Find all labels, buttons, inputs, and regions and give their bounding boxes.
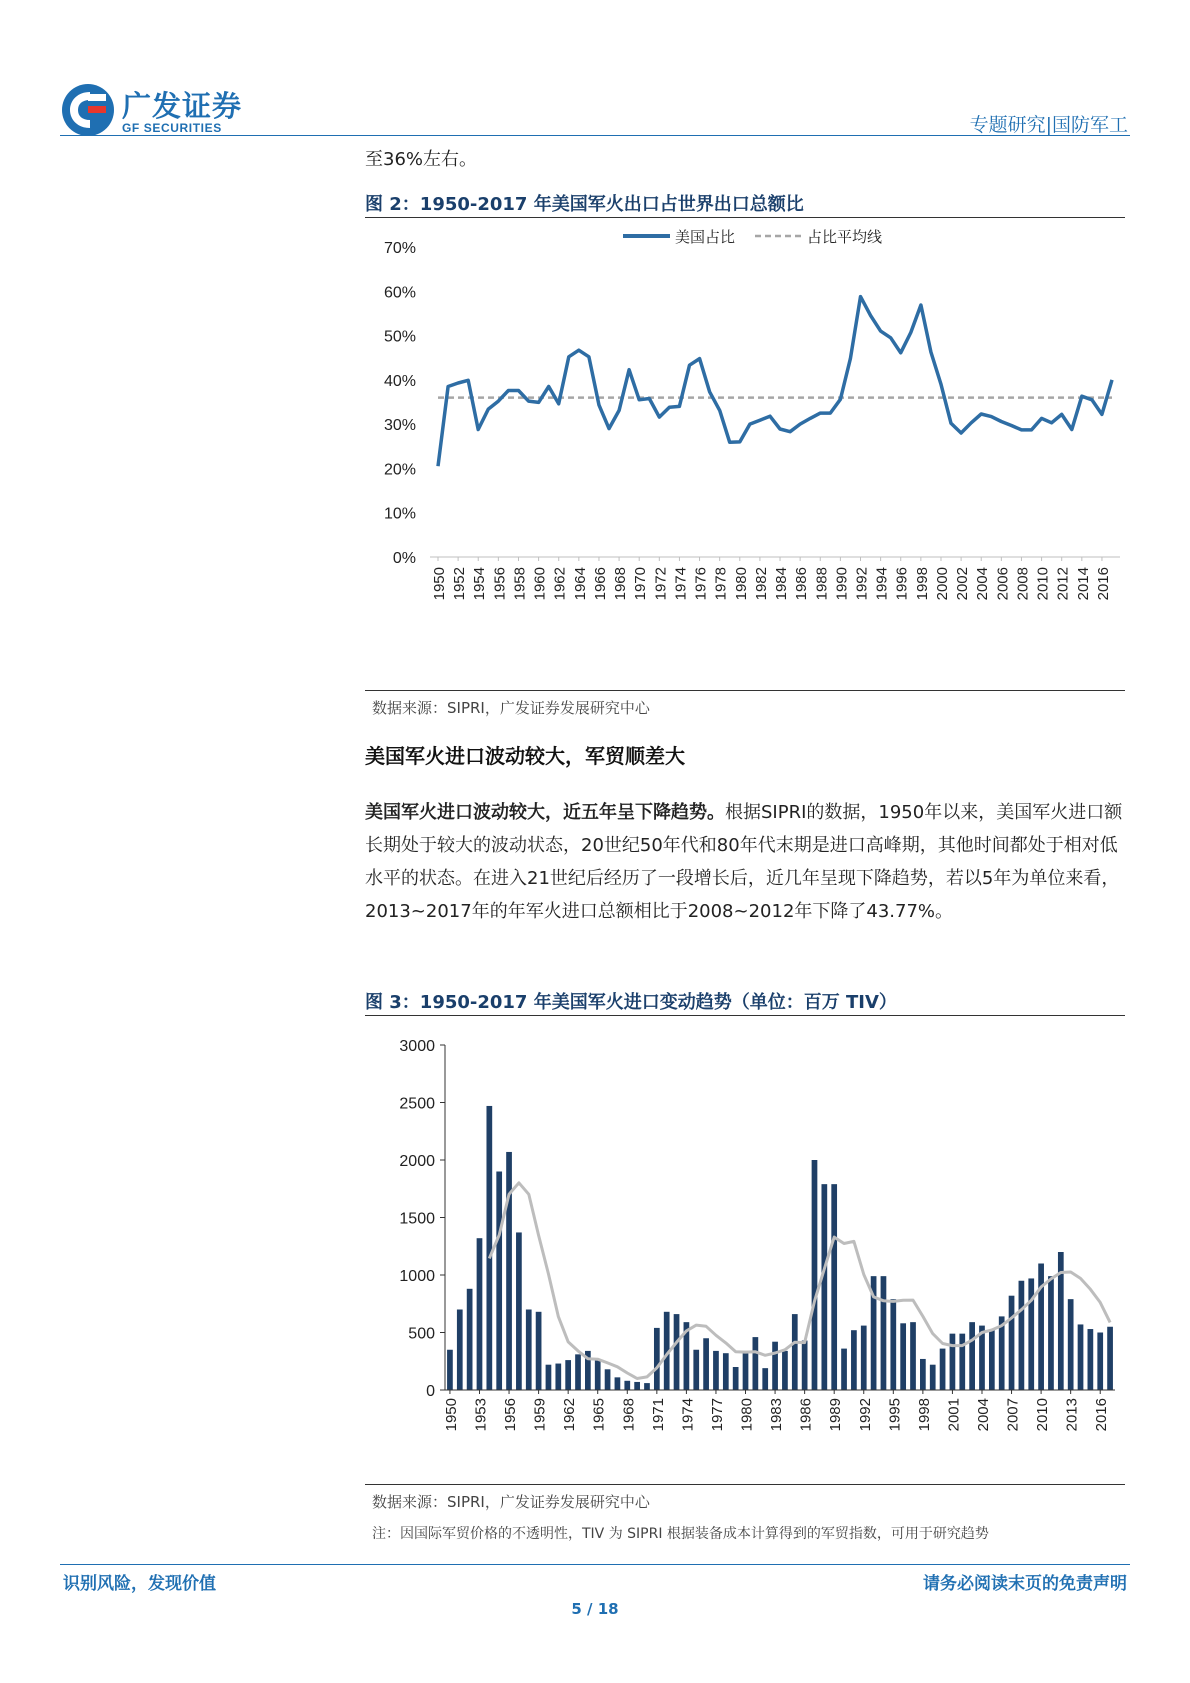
import-bar [920, 1359, 926, 1390]
moving-average-line [489, 1183, 1110, 1379]
x-tick-label: 1956 [502, 1398, 520, 1432]
x-tick-label: 1995 [886, 1398, 904, 1432]
import-bar [536, 1312, 542, 1390]
x-tick-label: 1962 [561, 1398, 579, 1432]
x-tick-label: 2016 [1094, 567, 1112, 601]
x-tick-label: 2013 [1063, 1398, 1081, 1432]
y-tick-label: 60% [383, 284, 416, 302]
import-bar [496, 1172, 502, 1391]
x-tick-label: 1980 [738, 1398, 756, 1432]
paragraph-lead: 美国军火进口波动较大，近五年呈下降趋势。 [365, 802, 725, 823]
figure3-note: 注：因国际军贸价格的不透明性，TIV 为 SIPRI 根据装备成本计算得到的军贸指数，可用于研究趋势 [372, 1526, 989, 1542]
import-bar [1048, 1276, 1054, 1390]
x-tick-label: 1952 [451, 567, 469, 601]
import-bar [959, 1334, 965, 1390]
y-tick-label: 0 [426, 1383, 435, 1400]
x-tick-label: 1968 [620, 1398, 638, 1432]
y-tick-label: 2500 [399, 1095, 435, 1113]
y-tick-label: 70% [383, 240, 416, 257]
import-bar [516, 1232, 522, 1390]
import-bar [930, 1365, 936, 1390]
x-tick-label: 1988 [813, 567, 831, 601]
figure2-title: 图 2：1950-2017 年美国军火出口占世界出口总额比 [365, 194, 804, 215]
import-bar [457, 1310, 463, 1391]
x-tick-label: 1980 [732, 567, 750, 601]
import-bar [940, 1349, 946, 1390]
x-tick-label: 1990 [833, 567, 851, 601]
import-bar [624, 1381, 630, 1390]
x-tick-label: 1978 [712, 567, 730, 601]
x-tick-label: 1959 [531, 1398, 549, 1432]
x-tick-label: 2008 [1014, 567, 1032, 601]
import-bar [703, 1338, 709, 1390]
import-bar [1097, 1333, 1103, 1391]
figure3-top-rule [365, 1015, 1125, 1016]
import-bar [674, 1314, 680, 1390]
import-bar [890, 1299, 896, 1390]
header-divider [60, 135, 1130, 136]
import-bar [546, 1365, 552, 1390]
import-bar [881, 1276, 887, 1390]
figure2-source: 数据来源：SIPRI，广发证券发展研究中心 [372, 699, 650, 717]
x-tick-label: 1953 [472, 1398, 490, 1432]
import-bar [950, 1334, 956, 1390]
import-bar [733, 1367, 739, 1390]
x-tick-label: 1998 [913, 567, 931, 601]
x-tick-label: 2006 [994, 567, 1012, 601]
y-tick-label: 1000 [399, 1268, 435, 1285]
x-tick-label: 2014 [1074, 567, 1092, 601]
import-bar [1038, 1264, 1044, 1391]
x-tick-label: 1996 [893, 567, 911, 601]
y-tick-label: 1500 [399, 1210, 435, 1228]
import-bar [506, 1152, 512, 1390]
import-bar [753, 1337, 759, 1390]
x-tick-label: 1998 [915, 1398, 933, 1432]
page-number: 5 / 18 [571, 1600, 619, 1618]
report-section-label: 专题研究|国防军工 [969, 114, 1128, 136]
import-bar [1088, 1329, 1094, 1390]
import-bar [605, 1369, 611, 1390]
logo-english-name: GF SECURITIES [122, 121, 222, 135]
import-bar [762, 1368, 768, 1390]
x-tick-label: 2002 [954, 567, 972, 601]
import-bar [1068, 1299, 1074, 1390]
y-tick-label: 20% [383, 461, 416, 479]
footer-divider [60, 1564, 1130, 1565]
logo-chinese-name: 广发证券 [122, 89, 243, 123]
x-tick-label: 1984 [773, 567, 791, 601]
import-bar [644, 1383, 650, 1390]
x-tick-label: 1965 [590, 1398, 608, 1432]
import-bar [555, 1364, 561, 1390]
x-tick-label: 1992 [856, 1398, 874, 1432]
import-bar [615, 1377, 621, 1390]
import-bar [910, 1322, 916, 1390]
footer-disclaimer-link[interactable]: 请务必阅读末页的免责声明 [923, 1574, 1127, 1594]
import-bar [743, 1351, 749, 1390]
import-bar [565, 1360, 571, 1390]
import-bar [477, 1238, 483, 1390]
import-bar [861, 1326, 867, 1390]
x-tick-label: 2001 [945, 1398, 963, 1432]
import-bar [467, 1289, 473, 1390]
import-bar [772, 1342, 778, 1390]
figure2-bottom-rule [365, 690, 1125, 691]
x-tick-label: 1960 [531, 567, 549, 601]
x-tick-label: 1982 [752, 567, 770, 601]
x-tick-label: 1958 [511, 567, 529, 601]
y-tick-label: 10% [383, 505, 416, 523]
x-tick-label: 2010 [1034, 1398, 1052, 1432]
figure2-line-chart [365, 222, 1125, 682]
x-tick-label: 2016 [1093, 1398, 1111, 1432]
x-tick-label: 1950 [431, 567, 448, 601]
x-tick-label: 2012 [1054, 567, 1072, 601]
figure3-source: 数据来源：SIPRI，广发证券发展研究中心 [372, 1493, 650, 1511]
legend-average-label: 占比平均线 [807, 229, 883, 246]
x-tick-label: 2000 [933, 567, 951, 601]
import-bar [841, 1349, 847, 1390]
x-tick-label: 2010 [1034, 567, 1052, 601]
section-heading: 美国军火进口波动较大，军贸顺差大 [365, 744, 685, 768]
x-tick-label: 1968 [612, 567, 630, 601]
import-bar [634, 1382, 640, 1390]
x-tick-label: 2004 [974, 1398, 992, 1432]
import-bar [575, 1354, 581, 1390]
intro-line: 至36%左右。 [365, 149, 478, 170]
import-bar [782, 1351, 788, 1390]
footer-slogan: 识别风险，发现价值 [63, 1574, 216, 1594]
x-tick-label: 2004 [974, 567, 992, 601]
import-bar [851, 1330, 857, 1390]
import-bar [1107, 1327, 1113, 1390]
import-bar [792, 1314, 798, 1390]
import-bar [486, 1106, 492, 1390]
import-bar [831, 1184, 837, 1390]
figure2-top-rule [365, 217, 1125, 218]
x-tick-label: 1992 [853, 567, 871, 601]
x-tick-label: 1986 [793, 567, 811, 601]
import-bar [989, 1330, 995, 1390]
x-tick-label: 1977 [708, 1398, 726, 1432]
x-tick-label: 1976 [692, 567, 710, 601]
import-bar [812, 1160, 818, 1390]
legend-us-share-label: 美国占比 [675, 229, 736, 246]
import-bar [1078, 1324, 1084, 1390]
import-bar [713, 1351, 719, 1390]
import-bar [802, 1341, 808, 1390]
x-tick-label: 1994 [873, 567, 891, 601]
y-tick-label: 500 [408, 1325, 435, 1343]
y-tick-label: 0% [392, 550, 416, 567]
y-tick-label: 40% [383, 372, 416, 390]
x-tick-label: 1971 [649, 1398, 667, 1432]
x-tick-label: 1974 [672, 567, 690, 601]
x-tick-label: 1956 [491, 567, 509, 601]
import-bar [447, 1350, 453, 1390]
import-bar [654, 1328, 660, 1390]
us-share-line [438, 297, 1112, 467]
x-tick-label: 1970 [632, 567, 650, 601]
x-tick-label: 1954 [471, 567, 489, 601]
import-bar [693, 1350, 699, 1390]
x-tick-label: 1950 [442, 1398, 460, 1432]
import-bar [900, 1323, 906, 1390]
x-tick-label: 1962 [551, 567, 569, 601]
figure3-title: 图 3：1950-2017 年美国军火进口变动趋势（单位：百万 TIV） [365, 992, 897, 1013]
import-bar [1019, 1281, 1025, 1390]
figure3-bar-chart [365, 1030, 1125, 1470]
x-tick-label: 1974 [679, 1398, 697, 1432]
import-bar [526, 1310, 532, 1391]
section-paragraph [365, 796, 1125, 928]
x-tick-label: 1983 [768, 1398, 786, 1432]
x-tick-label: 1964 [571, 567, 589, 601]
y-tick-label: 2000 [399, 1153, 435, 1170]
x-tick-label: 1986 [797, 1398, 815, 1432]
x-tick-label: 1966 [591, 567, 609, 601]
y-tick-label: 3000 [399, 1038, 435, 1055]
paragraph-body: 根据SIPRI的数据，1950年以来，美国军火进口额长期处于较大的波动状态，20世纪50年代和80年代末期是进口高峰期，其他时间都处于相对低水平的状态。在进入21世纪后经历了一段增长后，近几年呈现下降趋势，若以5年为单位来看，2013~2017年的年军火进口总额相比于2008~2012年下降了43.77%。 [365, 802, 1123, 922]
import-bar [723, 1353, 729, 1390]
x-tick-label: 2007 [1004, 1398, 1022, 1432]
x-tick-label: 1989 [827, 1398, 845, 1432]
import-bar [595, 1360, 601, 1390]
import-bar [969, 1322, 975, 1390]
figure3-bottom-rule [365, 1484, 1125, 1485]
y-tick-label: 50% [383, 328, 416, 346]
y-tick-label: 30% [383, 417, 416, 435]
import-bar [821, 1184, 827, 1390]
gf-logo-icon [60, 82, 116, 138]
x-tick-label: 1972 [652, 567, 670, 601]
import-bar [1009, 1296, 1015, 1390]
